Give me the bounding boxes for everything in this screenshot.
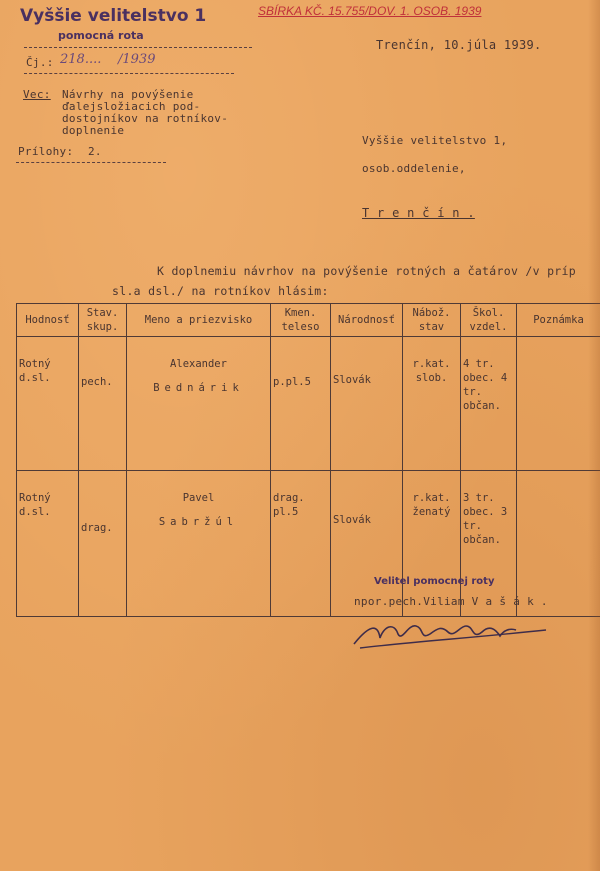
cell-nationality: Slovák <box>331 337 403 471</box>
header-school: Škol. vzdel. <box>461 304 517 337</box>
cell-rank: Rotný d.sl. <box>17 337 79 471</box>
header-note: Poznámka <box>517 304 600 337</box>
header-rule <box>24 47 252 48</box>
edge-mark <box>588 0 600 871</box>
cell-unit: p.pl.5 <box>271 337 331 471</box>
signature-typed: npor.pech.Viliam V a š á k . <box>354 595 548 608</box>
header-nationality: Národnosť <box>331 304 403 337</box>
cell-school: 3 tr. obec. 3 tr. občan. <box>461 471 517 617</box>
cell-group: drag. <box>79 471 127 617</box>
cell-nationality: Slovák <box>331 471 403 617</box>
table-row <box>17 337 600 471</box>
cell-rank: Rotný d.sl. <box>17 471 79 617</box>
addressee-line-3: T r e n č í n . <box>362 206 475 220</box>
header-group: Stav. skup. <box>79 304 127 337</box>
first-name: Pavel <box>182 492 215 504</box>
roster-table <box>16 303 600 617</box>
addressee-line-2: osob.oddelenie, <box>362 162 466 175</box>
body-line-2: sl.a dsl./ na rotníkov hlásim: <box>112 284 329 298</box>
handwritten-signature <box>350 612 550 652</box>
ref-rule <box>24 73 234 74</box>
subject-line-3: dostojníkov na rotníkov- <box>62 112 229 125</box>
first-name: Alexander <box>170 358 227 370</box>
addressee-line-1: Vyššie velitelstvo 1, <box>362 134 508 147</box>
ref-number: 218.... <box>60 52 102 67</box>
cell-religion: r.kat. slob. <box>403 337 461 471</box>
surname: Sabržúl <box>158 516 239 528</box>
cell-name <box>127 471 271 617</box>
subject-line-4: doplnenie <box>62 124 125 137</box>
archive-note: SBÍRKA KČ. 15.755/DOV. 1. OSOB. 1939 <box>258 4 482 18</box>
signature-stamp: Velitel pomocnej roty <box>374 576 495 587</box>
subject-label: Vec: <box>23 88 51 101</box>
cell-school: 4 tr. obec. 4 tr. občan. <box>461 337 517 471</box>
header-name: Meno a priezvisko <box>127 304 271 337</box>
ref-year: /1939 <box>118 52 156 67</box>
cell-religion: r.kat. ženatý <box>403 471 461 617</box>
subject-line-1: Návrhy na povýšenie <box>62 88 194 101</box>
ref-label: Čj.: <box>26 56 54 69</box>
attachments-rule <box>16 162 166 163</box>
header-religion: Nábož. stav <box>403 304 461 337</box>
cell-group: pech. <box>79 337 127 471</box>
header-rank: Hodnosť <box>17 304 79 337</box>
attachments-label: Prílohy: <box>18 145 74 158</box>
header-stamp-unit: pomocná rota <box>58 29 144 42</box>
attachments-value: 2. <box>88 145 102 158</box>
surname: Bednárik <box>153 382 244 394</box>
header-stamp-title: Vyššie velitelstvo 1 <box>20 6 207 26</box>
header-unit: Kmen. teleso <box>271 304 331 337</box>
place-date: Trenčín, 10.júla 1939. <box>376 38 542 52</box>
table-header-row <box>17 304 600 337</box>
body-line-1: K doplnemiu návrhov na povýšenie rotných a čatárov /v príp <box>157 264 576 278</box>
cell-name <box>127 337 271 471</box>
cell-unit: drag. pl.5 <box>271 471 331 617</box>
subject-line-2: ďalejsložiacich pod- <box>62 100 201 113</box>
